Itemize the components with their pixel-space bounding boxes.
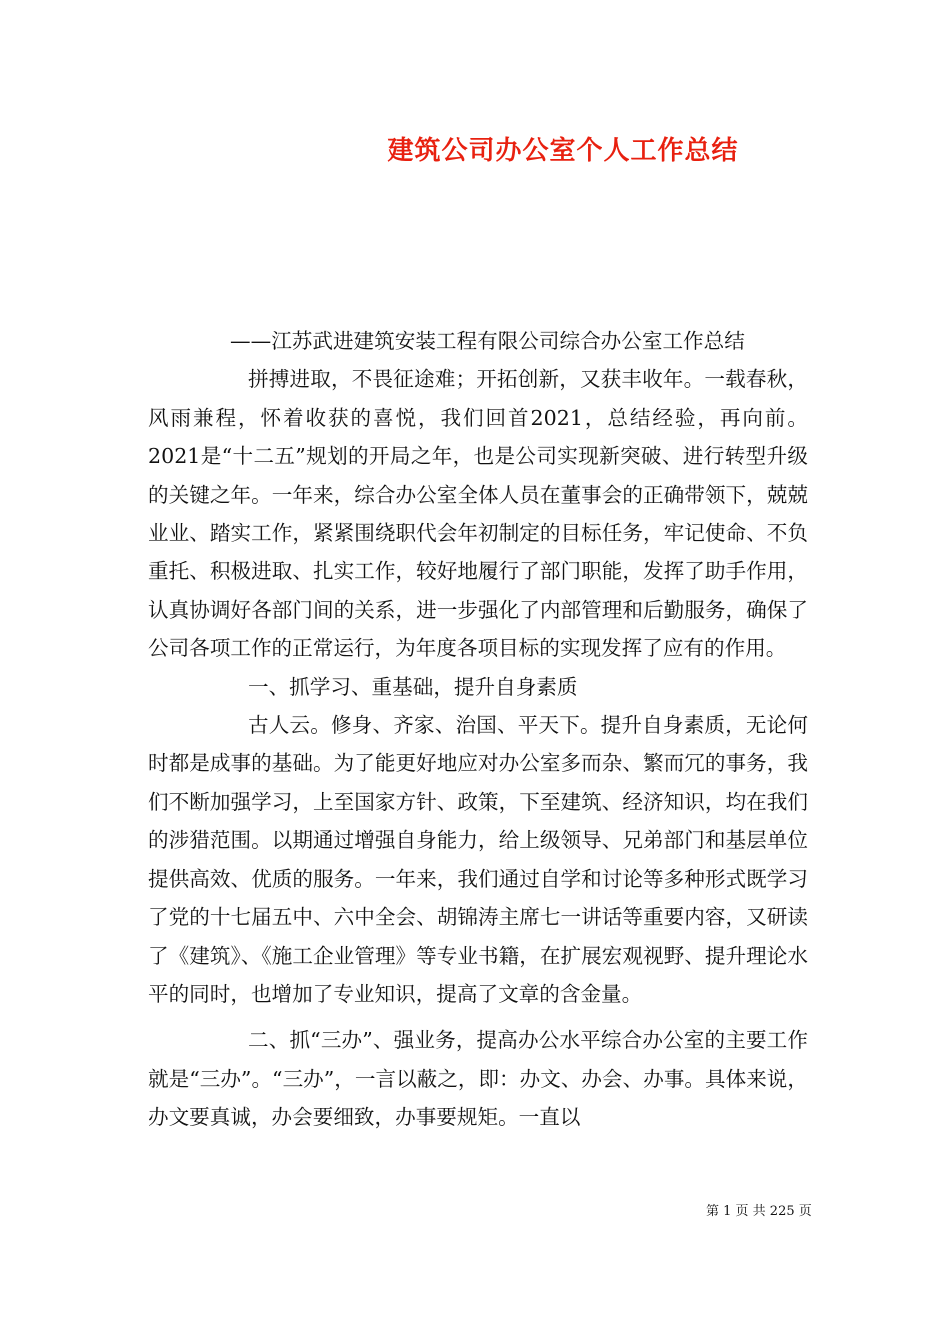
document-title: 建筑公司办公室个人工作总结 (387, 136, 739, 166)
document-subtitle: ——江苏武进建筑安装工程有限公司综合办公室工作总结 (230, 329, 745, 353)
section-heading-1: 一、抓学习、重基础，提升自身素质 (248, 674, 578, 699)
paragraph-intro: 拼搏进取，不畏征途难；开拓创新，又获丰收年。一载春秋，风雨兼程，怀着收获的喜悦，我们回首2021，总结经验，再向前。2021是“十二五”规划的开局之年，也是公司实现新突破、进行转型升级的关键之年。一年来，综合办公室全体人员在董事会的正确带领下，兢兢业业、踏实工作，紧紧围绕职代会年初制定的目标任务，牢记使命、不负重托、积极进取、扎实工作，较好地履行了部门职能，发挥了助手作用，认真协调好各部门间的关系，进一步强化了内部管理和后勤服务，确保了公司各项工作的正常运行，为年度各项目标的实现发挥了应有的作用。 (148, 367, 808, 661)
page-number-footer: 第 1 页 共 225 页 (706, 1204, 812, 1219)
paragraph-study: 古人云。修身、齐家、治国、平天下。提升自身素质，无论何时都是成事的基础。为了能更好地应对办公室多而杂、繁而冗的事务，我们不断加强学习，上至国家方针、政策，下至建筑、经济知识，均在我们的涉猎范围。以期通过增强自身能力，给上级领导、兄弟部门和基层单位提供高效、优质的服务。一年来，我们通过自学和讨论等多种形式既学习了党的十七届五中、六中全会、胡锦涛主席七一讲话等重要内容，又研读了《建筑》、《施工企业管理》等专业书籍，在扩展宏观视野、提升理论水平的同时，也增加了专业知识，提高了文章的含金量。 (148, 713, 808, 1006)
paragraph-three-office: 二、抓“三办”、强业务，提高办公水平综合办公室的主要工作就是“三办”。“三办”，一言以蔽之，即：办文、办会、办事。具体来说，办文要真诚，办会要细致，办事要规矩。一直以 (148, 1028, 808, 1130)
document-body (148, 322, 808, 1137)
